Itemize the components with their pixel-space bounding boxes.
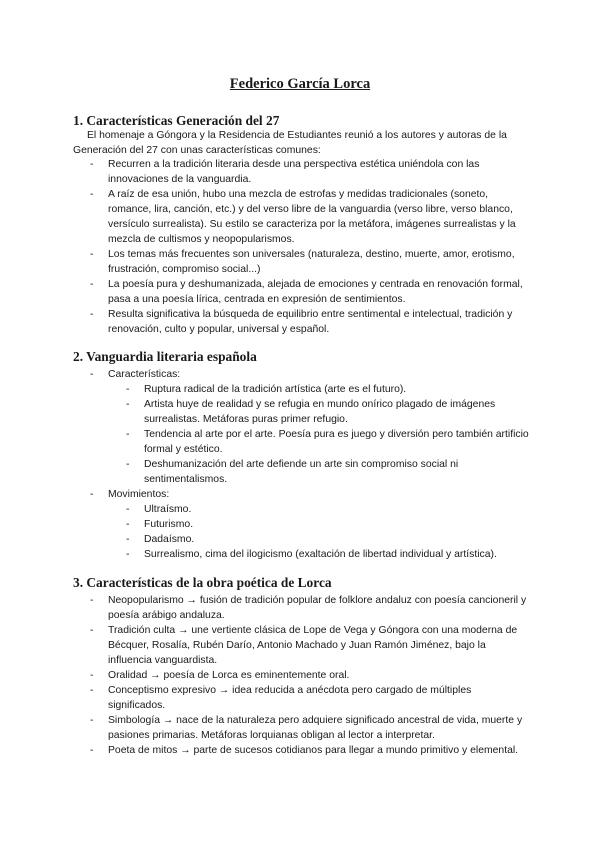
group-label: Movimientos: xyxy=(108,489,170,500)
sub-list-item-text: Ruptura radical de la tradición artística (arte es el futuro). xyxy=(144,384,407,395)
sub-list-item xyxy=(126,397,530,427)
sub-list-item-text: Deshumanización del arte defiende un arte sin compromiso social ni sentimentalismos. xyxy=(144,459,459,485)
section-1-heading: 1. Características Generación del 27 xyxy=(73,113,280,128)
list-item xyxy=(90,157,530,187)
bullet-dash: - xyxy=(90,715,94,726)
list-item-text: Recurren a la tradición literaria desde una perspectiva estética uniéndola con las innovaciones de la vanguardia. xyxy=(108,159,480,185)
list-item-text: Tradición culta → une vertiente clásica de Lope de Vega y Góngora con una moderna de Bécquer, Rosalía, Rubén Darío, Antonio Machado y Juan Ramón Jiménez, bajo la influencia vanguardista. xyxy=(108,625,518,666)
section-2-list xyxy=(90,367,530,562)
bullet-dash: - xyxy=(90,670,94,681)
sub-list-item xyxy=(126,502,530,517)
list-item-text: Resulta significativa la búsqueda de equilibrio entre sentimental e intelectual, tradición y renovación, culto y popular, universal y español. xyxy=(108,309,513,335)
bullet-dash: - xyxy=(90,369,94,380)
sub-list-item xyxy=(126,547,530,562)
section-3-heading: 3. Características de la obra poética de Lorca xyxy=(73,575,332,590)
list-item xyxy=(90,623,530,668)
bullet-dash: - xyxy=(90,745,94,756)
bullet-dash: - xyxy=(90,309,94,320)
bullet-dash: - xyxy=(126,534,130,545)
page-title: Federico García Lorca xyxy=(229,76,371,92)
bullet-dash: - xyxy=(90,595,94,606)
sub-list-item xyxy=(126,532,530,547)
list-item-text: Conceptismo expresivo → idea reducida a anécdota pero cargado de múltiples significados. xyxy=(108,685,472,711)
section-3-list xyxy=(90,593,530,758)
list-group xyxy=(90,487,530,562)
list-item-text: Neopopularismo → fusión de tradición popular de folklore andaluz con poesía cancioneril y poesía arábigo andaluza. xyxy=(108,595,527,621)
list-item xyxy=(90,743,530,758)
bullet-dash: - xyxy=(90,489,94,500)
sub-list xyxy=(126,382,530,487)
bullet-dash: - xyxy=(90,249,94,260)
list-item xyxy=(90,307,530,337)
list-item xyxy=(90,713,530,743)
sub-list-item-text: Tendencia al arte por el arte. Poesía pura es juego y diversión pero también artificio formal y estético. xyxy=(144,429,529,455)
list-item xyxy=(90,668,530,683)
sub-list-item xyxy=(126,517,530,532)
bullet-dash: - xyxy=(90,279,94,290)
sub-list-item-text: Surrealismo, cima del ilogicismo (exaltación de libertad individual y artística). xyxy=(144,549,497,560)
list-item-text: Oralidad → poesía de Lorca es eminentemente oral. xyxy=(108,670,350,681)
section-2-heading: 2. Vanguardia literaria española xyxy=(73,349,257,364)
sub-list-item xyxy=(126,427,530,457)
sub-list-item-text: Ultraísmo. xyxy=(144,504,192,515)
bullet-dash: - xyxy=(126,504,130,515)
bullet-dash: - xyxy=(90,625,94,636)
list-item xyxy=(90,247,530,277)
list-item xyxy=(90,187,530,247)
group-label: Características: xyxy=(108,369,181,380)
bullet-dash: - xyxy=(126,519,130,530)
sub-list-item xyxy=(126,382,530,397)
section-1-list xyxy=(90,157,530,337)
sub-list-item-text: Futurismo. xyxy=(144,519,194,530)
list-item xyxy=(90,277,530,307)
list-item-text: Simbología → nace de la naturaleza pero adquiere significado ancestral de vida, muerte y pasiones primarias. Metáforas lorquianas obligan al lector a interpretar. xyxy=(108,715,523,741)
sub-list-item-text: Dadaísmo. xyxy=(144,534,195,545)
list-item-text: La poesía pura y deshumanizada, alejada de emociones y centrada en renovación formal, pasa a una poesía lírica, centrada en expresión de sentimientos. xyxy=(108,279,523,305)
sub-list-item-text: Artista huye de realidad y se refugia en mundo onírico plagado de imágenes surrealistas. Metáforas puras primer refugio. xyxy=(144,399,496,425)
bullet-dash: - xyxy=(126,399,130,410)
list-item-text: Los temas más frecuentes son universales (naturaleza, destino, muerte, amor, erotismo, frustración, compromiso social...) xyxy=(108,249,515,275)
list-item xyxy=(90,593,530,623)
bullet-dash: - xyxy=(126,549,130,560)
bullet-dash: - xyxy=(90,189,94,200)
bullet-dash: - xyxy=(90,685,94,696)
list-item xyxy=(90,683,530,713)
bullet-dash: - xyxy=(90,159,94,170)
list-item-text: Poeta de mitos → parte de sucesos cotidianos para llegar a mundo primitivo y elemental. xyxy=(108,745,519,756)
list-group xyxy=(90,367,530,487)
bullet-dash: - xyxy=(126,459,130,470)
section-1-intro xyxy=(73,128,533,158)
bullet-dash: - xyxy=(126,384,130,395)
section-1-intro-text: El homenaje a Góngora y la Residencia de Estudiantes reunió a los autores y autoras de la Generación del 27 con unas características comunes: xyxy=(73,130,507,156)
sub-list-item xyxy=(126,457,530,487)
list-item-text: A raíz de esa unión, hubo una mezcla de estrofas y medidas tradicionales (soneto, romance, lira, canción, etc.) y del verso libre de la vanguardia (verso libre, verso blanco, versículo surrealista). Su estilo se caracteriza por la metáfora, imágenes surrealistas y la mezcla de cultismos y neopopularismos. xyxy=(108,189,516,245)
sub-list xyxy=(126,502,530,562)
bullet-dash: - xyxy=(126,429,130,440)
